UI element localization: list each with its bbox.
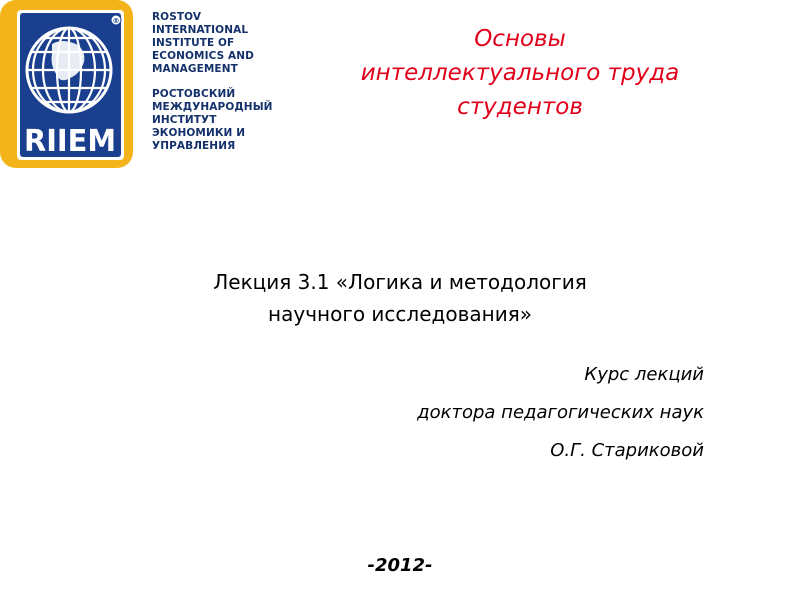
title-line: Основы <box>474 26 566 52</box>
institute-name-en-line: INSTITUTE OF <box>152 37 235 49</box>
logo-wordmark: RIIEM <box>24 124 116 159</box>
institute-name-ru-line: ЭКОНОМИКИ И <box>152 127 246 139</box>
course-line: Курс лекций <box>584 364 704 385</box>
institute-name <box>152 11 272 153</box>
institute-name-en-line: ROSTOV <box>152 11 202 23</box>
lecture-title-line: Лекция 3.1 «Логика и методология <box>213 270 587 294</box>
lecture-title <box>90 266 710 330</box>
presentation-title <box>300 22 740 124</box>
riiem-logo <box>0 0 135 170</box>
institute-name-en-line: INTERNATIONAL <box>152 24 249 36</box>
institute-name-en-line: ECONOMICS AND <box>152 50 254 62</box>
title-line: интеллектуального труда <box>360 60 680 86</box>
author-degree-line: доктора педагогических наук <box>417 402 704 423</box>
lecture-title-line: научного исследования» <box>268 302 532 326</box>
institute-name-en-line: MANAGEMENT <box>152 63 238 75</box>
author-name-line: О.Г. Стариковой <box>550 440 704 461</box>
year-label: -2012- <box>367 555 433 576</box>
globe-emblem-icon <box>0 0 135 170</box>
institute-name-ru-line: МЕЖДУНАРОДНЫЙ <box>152 101 273 113</box>
title-line: студентов <box>457 94 583 120</box>
course-author-block <box>284 356 704 470</box>
institute-name-ru-line: ИНСТИТУТ <box>152 114 217 126</box>
institute-name-ru-line: РОСТОВСКИЙ <box>152 88 236 100</box>
registered-mark: ® <box>112 17 120 25</box>
institute-name-ru-line: УПРАВЛЕНИЯ <box>152 140 236 152</box>
